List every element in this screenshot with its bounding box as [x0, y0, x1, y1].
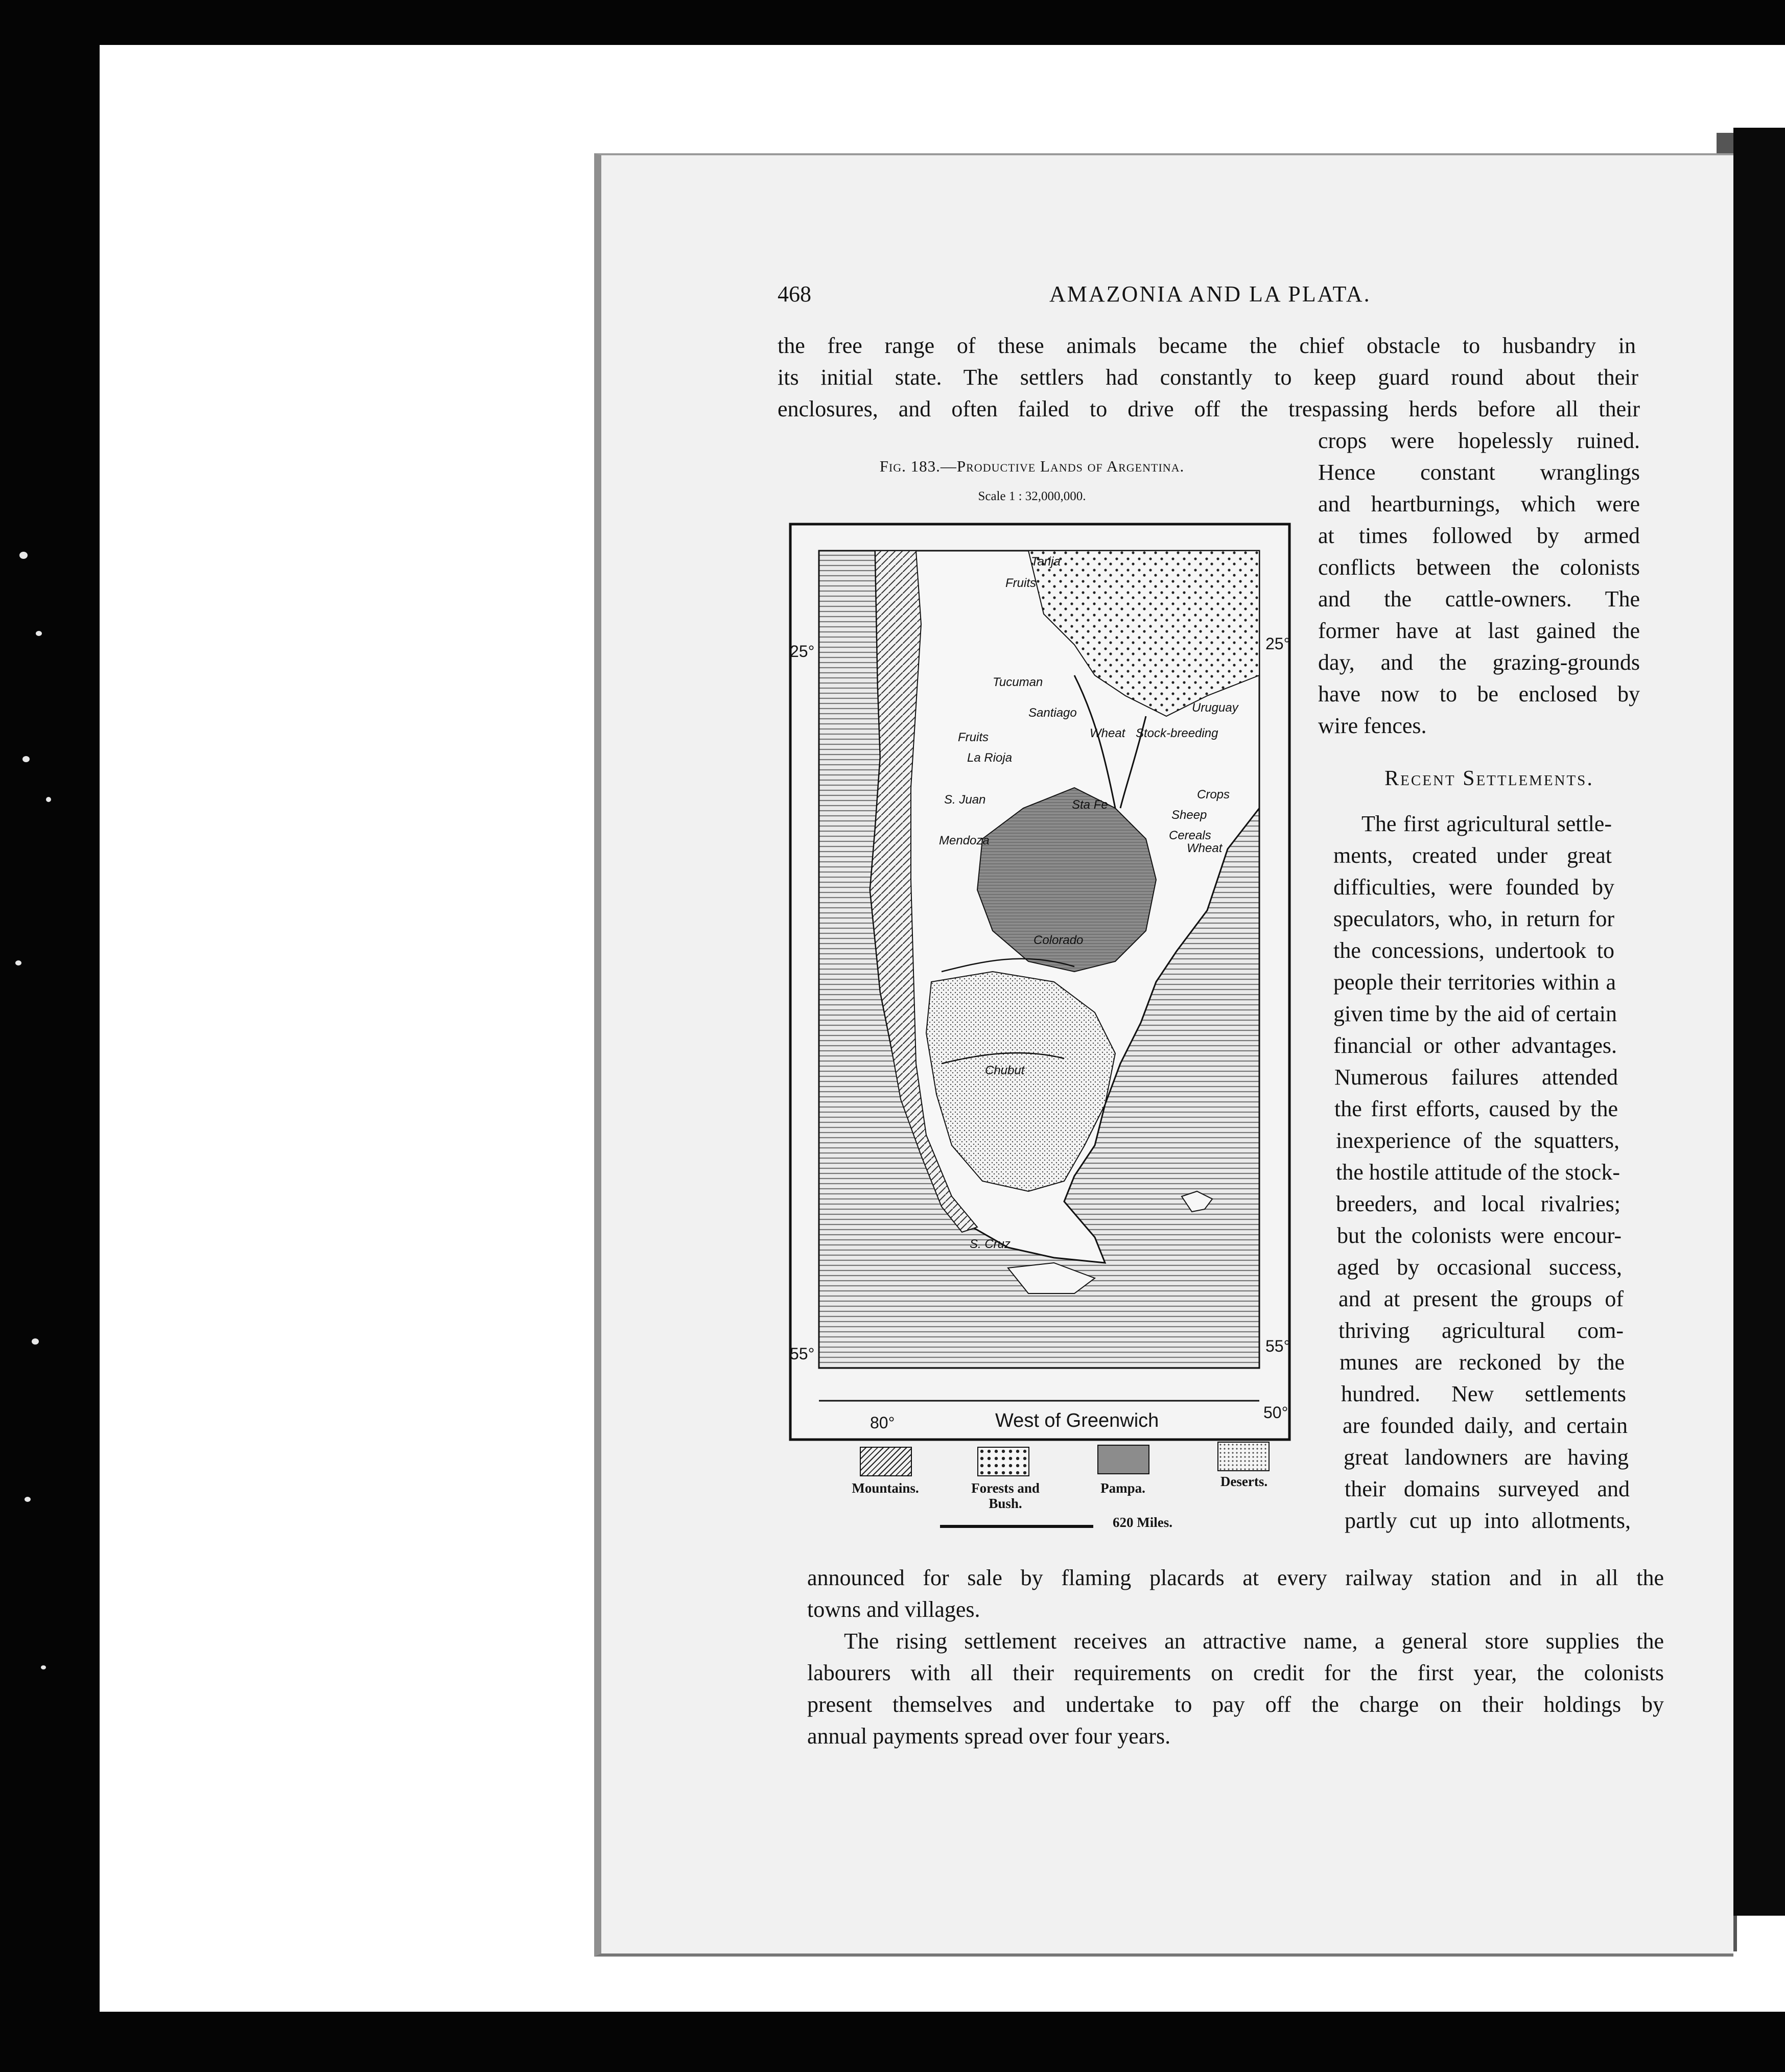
page-number: 468	[778, 281, 811, 307]
column-line: wire fences.	[1318, 713, 1427, 738]
column-line: thriving agricultural com-	[1338, 1318, 1624, 1343]
legend-label: Mountains.	[852, 1480, 919, 1496]
scan-bottom-band	[0, 2012, 1785, 2072]
longitude-label: 80°	[870, 1414, 895, 1432]
body-line: its initial state. The settlers had constantly to keep guard round about their	[778, 365, 1638, 390]
map-place-label: Fruits	[958, 731, 989, 744]
column-line: have now to be enclosed by	[1318, 681, 1640, 707]
map-place-label: S. Cruz	[970, 1237, 1011, 1251]
column-line: the hostile attitude of the stock-	[1336, 1160, 1620, 1185]
map-place-label: Colorado	[1034, 933, 1084, 947]
map-place-label: Sta Fe	[1072, 798, 1108, 812]
column-line: at times followed by armed	[1318, 523, 1640, 548]
column-line: former have at last gained the	[1318, 618, 1640, 643]
map-place-label: Crops	[1197, 788, 1230, 802]
body-line: labourers with all their requirements on credit for the first year, the colonists	[807, 1660, 1664, 1685]
column-line: crops were hopelessly ruined.	[1318, 428, 1640, 453]
page-gutter	[1733, 128, 1785, 1916]
running-header	[778, 281, 1646, 317]
map-figure	[788, 522, 1291, 1442]
map-place-label: Wheat	[1090, 726, 1125, 740]
map-of-argentina	[788, 522, 1291, 1442]
map-place-label: Mendoza	[939, 834, 990, 847]
column-line: Numerous failures attended	[1334, 1065, 1618, 1090]
map-place-label: Tarija	[1031, 555, 1061, 569]
column-line: people their territories within a	[1333, 970, 1616, 995]
column-line: breeders, and local rivalries;	[1336, 1191, 1620, 1216]
column-line: ments, created under great	[1333, 843, 1612, 868]
body-line: towns and villages.	[807, 1597, 980, 1622]
column-line: and at present the groups of	[1338, 1286, 1624, 1311]
legend-swatch-forests	[977, 1447, 1029, 1476]
latitude-label: 55°	[790, 1345, 815, 1363]
column-line: hundred. New settlements	[1341, 1381, 1626, 1406]
scan-edge-specks	[0, 0, 100, 2072]
latitude-label: 25°	[1265, 634, 1290, 653]
column-line: the first efforts, caused by the	[1334, 1096, 1618, 1121]
column-line: the concessions, undertook to	[1333, 938, 1614, 963]
body-line: announced for sale by flaming placards at every railway station and in all the	[807, 1565, 1664, 1590]
scale-bar	[940, 1525, 1093, 1528]
legend-swatch-mountains	[860, 1447, 912, 1476]
body-line: annual payments spread over four years.	[807, 1724, 1171, 1749]
column-line: and heartburnings, which were	[1318, 491, 1640, 516]
column-line: munes are reckoned by the	[1340, 1350, 1625, 1375]
body-line: present themselves and undertake to pay off the charge on their holdings by	[807, 1692, 1664, 1717]
legend-swatch-deserts	[1217, 1442, 1270, 1471]
running-title: AMAZONIA AND LA PLATA.	[1049, 281, 1371, 307]
column-line: and the cattle-owners. The	[1318, 586, 1640, 611]
map-place-label: Stock-breeding	[1136, 726, 1218, 740]
body-line: The rising settlement receives an attractive name, a general store supplies the	[844, 1629, 1664, 1654]
map-place-label: S. Juan	[944, 793, 986, 807]
map-place-label: Fruits	[1005, 576, 1036, 590]
column-line: are founded daily, and certain	[1343, 1413, 1628, 1438]
column-line: The first agricultural settle-	[1361, 811, 1612, 836]
column-line: conflicts between the colonists	[1318, 555, 1640, 580]
legend-label: Forests and Bush.	[971, 1480, 1040, 1511]
map-place-label: Chubut	[985, 1064, 1025, 1077]
legend-swatch-pampa	[1097, 1445, 1149, 1474]
map-place-label: Uruguay	[1192, 701, 1238, 715]
map-place-label: Sheep	[1171, 808, 1207, 822]
meridian-note: West of Greenwich	[995, 1410, 1159, 1431]
latitude-label: 55°	[1265, 1337, 1290, 1355]
map-place-label: La Rioja	[967, 751, 1013, 765]
map-place-label: Santiago	[1028, 706, 1077, 720]
map-place-label: Wheat	[1187, 841, 1223, 855]
latitude-label: 25°	[790, 642, 815, 661]
longitude-label: 50°	[1263, 1403, 1288, 1422]
body-line: the free range of these animals became the chief obstacle to husbandry in	[778, 333, 1636, 358]
legend-label: Pampa.	[1100, 1480, 1145, 1496]
column-line: but the colonists were encour-	[1337, 1223, 1622, 1248]
body-line: enclosures, and often failed to drive off the trespassing herds before all their	[778, 396, 1640, 421]
column-line: day, and the grazing-grounds	[1318, 650, 1640, 675]
column-line: their domains surveyed and	[1345, 1476, 1630, 1501]
column-line: financial or other advantages.	[1333, 1033, 1617, 1058]
column-line: great landowners are having	[1344, 1445, 1629, 1470]
legend-label: Deserts.	[1220, 1474, 1268, 1489]
section-heading: Recent Settlements.	[1384, 767, 1594, 790]
column-line: partly cut up into allotments,	[1345, 1508, 1631, 1533]
column-line: inexperience of the squatters,	[1336, 1128, 1619, 1153]
map-place-label: Cereals	[1169, 829, 1211, 842]
column-line: speculators, who, in return for	[1333, 906, 1614, 931]
scale-bar-label: 620 Miles.	[1113, 1515, 1172, 1530]
map-place-label: Tucuman	[993, 675, 1043, 689]
column-line: Hence constant wranglings	[1318, 460, 1640, 485]
column-line: given time by the aid of certain	[1333, 1001, 1617, 1026]
column-line: aged by occasional success,	[1337, 1255, 1622, 1280]
figure-caption: Fig. 183.—Productive Lands of Argentina.	[879, 457, 1185, 475]
column-line: difficulties, were founded by	[1333, 875, 1614, 900]
figure-scale: Scale 1 : 32,000,000.	[978, 489, 1086, 503]
